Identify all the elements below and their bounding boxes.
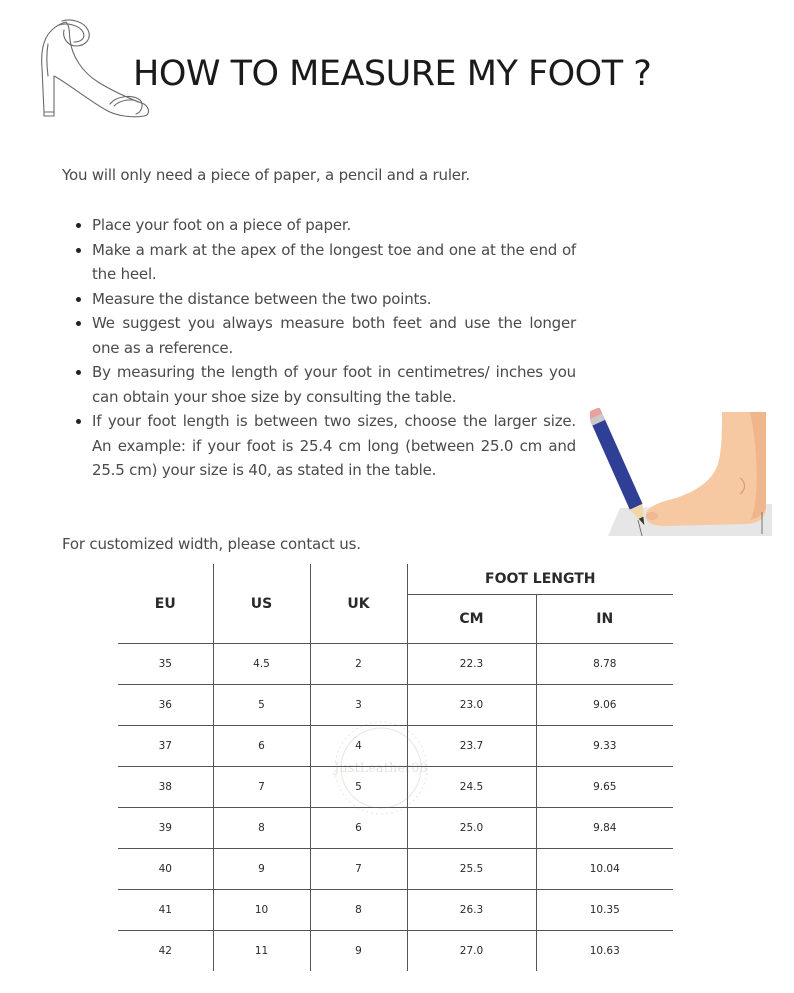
cell-cm: 25.5 — [407, 849, 536, 890]
watermark-seal — [318, 712, 444, 824]
cell-eu: 41 — [118, 890, 213, 931]
foot-measuring-illustration — [590, 408, 772, 540]
header-us: US — [213, 564, 310, 644]
cell-eu: 42 — [158, 945, 172, 957]
cell-in: 9.84 — [536, 808, 673, 849]
cell-eu: 40 — [118, 849, 213, 890]
cell-uk: 4 — [310, 726, 407, 767]
page-title: HOW TO MEASURE MY FOOT ? — [133, 54, 652, 94]
cell-us: 5 — [213, 685, 310, 726]
cell-us: 9 — [213, 849, 310, 890]
cell-in: 9.65 — [536, 767, 673, 808]
cell-us: 10 — [213, 890, 310, 931]
cell-uk: 5 — [310, 767, 407, 808]
cell-in: 10.35 — [536, 890, 673, 931]
cell-eu: 39 — [118, 808, 213, 849]
step-item: • Place your foot on a piece of paper. — [92, 213, 576, 238]
cell-us: 7 — [213, 767, 310, 808]
table-row — [118, 890, 673, 931]
cell-cm: 23.0 — [407, 685, 536, 726]
step-item: • Measure the distance between the two points. — [92, 287, 576, 312]
cell-us: 8 — [213, 808, 310, 849]
cell-cm: 25.0 — [407, 808, 536, 849]
table-row — [118, 931, 673, 972]
cell-uk: 6 — [310, 808, 407, 849]
intro-text: You will only need a piece of paper, a pencil and a ruler. — [62, 166, 470, 184]
cell-eu: 37 — [118, 726, 213, 767]
table-row — [118, 849, 673, 890]
cell-us: 6 — [213, 726, 310, 767]
cell-eu: 36 — [118, 685, 213, 726]
cell-cm: 22.3 — [407, 644, 536, 685]
header-eu: EU — [118, 564, 213, 644]
table-row — [118, 644, 673, 685]
cell-cm: 27.0 — [407, 931, 536, 972]
cell-eu: 35 — [118, 644, 213, 685]
cell-uk: 9 — [310, 931, 407, 972]
header-cm: CM — [407, 595, 536, 644]
cell-eu: 38 — [118, 767, 213, 808]
cell-cm: 24.5 — [407, 767, 536, 808]
cell-us: 11 — [213, 931, 310, 972]
cell-in: 9.33 — [536, 726, 673, 767]
header-in: IN — [536, 595, 673, 644]
cell-uk: 2 — [310, 644, 407, 685]
cell-us: 4.5 — [213, 644, 310, 685]
foot-icon — [646, 412, 766, 526]
cell-cm: 23.7 — [407, 726, 536, 767]
step-item: • We suggest you always measure both feet and use the longer one as a reference. — [92, 311, 576, 360]
cell-in: 10.63 — [536, 931, 673, 972]
measure-steps-list — [74, 213, 576, 483]
cell-cm: 26.3 — [407, 890, 536, 931]
step-item: • By measuring the length of your foot in centimetres/ inches you can obtain your shoe size by consulting the table. — [92, 360, 576, 409]
cell-uk: 3 — [310, 685, 407, 726]
header-foot-length: FOOT LENGTH — [407, 564, 673, 595]
header-uk: UK — [310, 564, 407, 644]
width-note: For customized width, please contact us. — [62, 535, 361, 553]
cell-uk: 8 — [310, 890, 407, 931]
cell-in: 8.78 — [536, 644, 673, 685]
cell-uk: 7 — [310, 849, 407, 890]
step-item: • Make a mark at the apex of the longest toe and one at the end of the heel. — [92, 238, 576, 287]
cell-in: 10.04 — [536, 849, 673, 890]
cell-in: 9.06 — [536, 685, 673, 726]
svg-text:JustLeather08: JustLeather08 — [334, 761, 428, 776]
step-item: • If your foot length is between two sizes, choose the larger size. An example: if your foot is 25.4 cm long (between 25.0 cm and 25.5 cm) your size is 40, as stated in the table. — [92, 409, 576, 483]
